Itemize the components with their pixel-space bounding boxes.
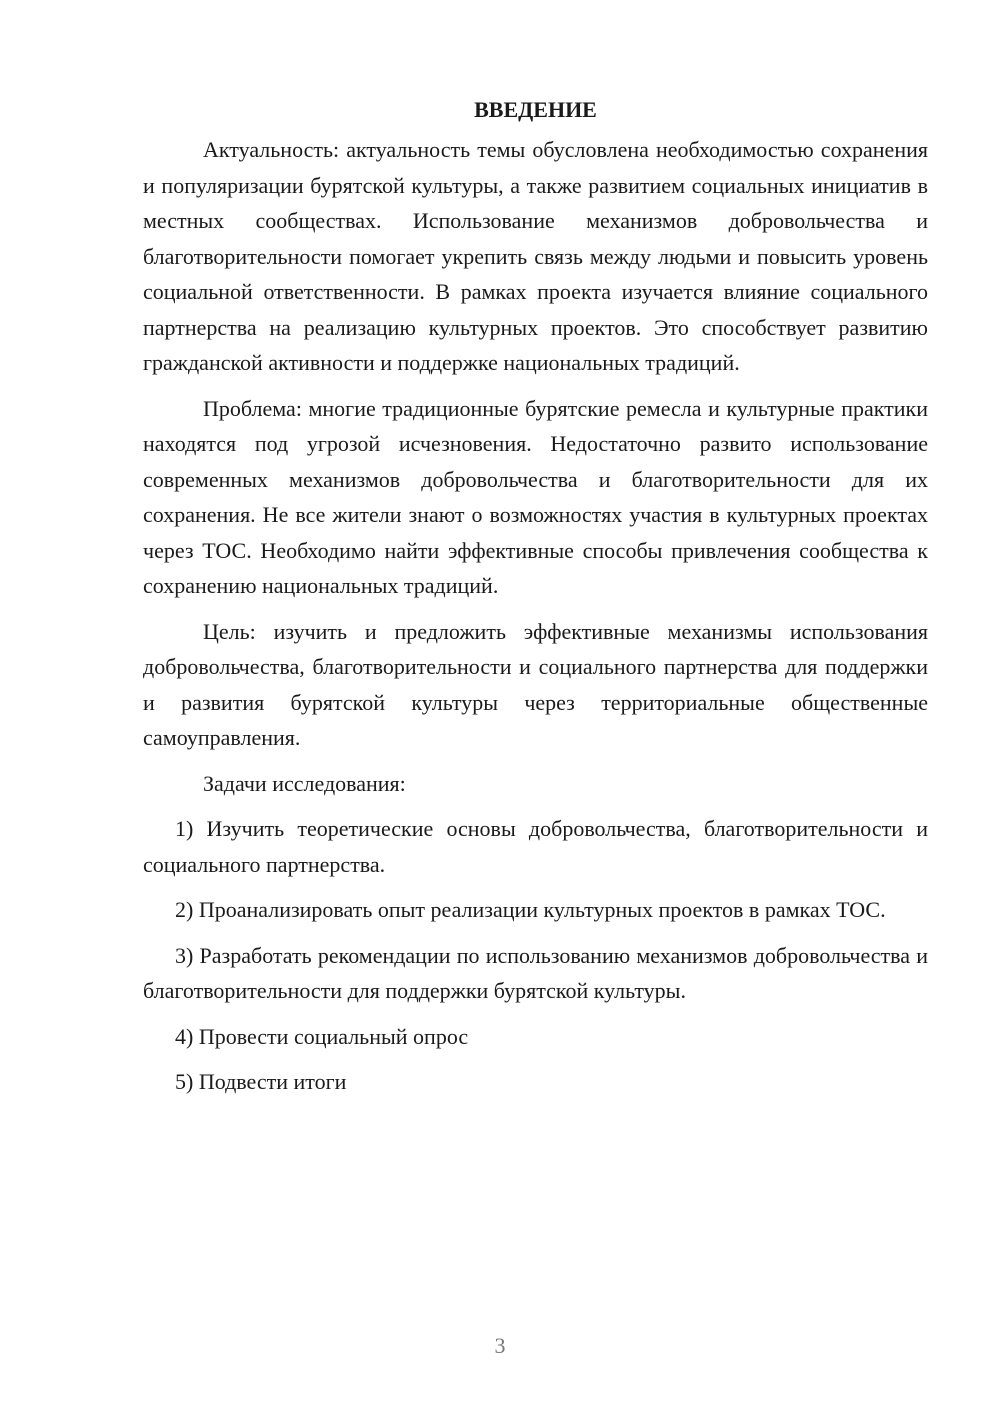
task-item: 1) Изучить теоретические основы добровольчества, благотворительности и социального партнерства.: [143, 816, 928, 877]
task-item: 2) Проанализировать опыт реализации культурных проектов в рамках ТОС.: [175, 897, 886, 922]
section-title: ВВЕДЕНИЕ: [474, 97, 597, 122]
task-item: 4) Провести социальный опрос: [175, 1023, 469, 1049]
document-page: [143, 92, 928, 1110]
task-item: 5) Подвести итоги: [175, 1069, 347, 1094]
paragraph-relevance: Актуальность: актуальность темы обусловлена необходимостью сохранения и популяризации бурятской культуры, а также развитием социальных инициатив в местных сообществах. Использование механизмов добровольчества и благотворительности помогает укрепить связь между людьми и повысить уровень социальной ответственности. В рамках проекта изучается влияние социального партнерства на реализацию культурных проектов. Это способствует развитию гражданской активности и поддержке национальных традиций.: [143, 137, 928, 375]
page-number: 3: [494, 1333, 506, 1358]
paragraph-goal: Цель: изучить и предложить эффективные механизмы использования добровольчества, благотворительности и социального партнерства для поддержки и развития бурятской культуры через территориальные общественные самоуправления.: [143, 618, 928, 750]
tasks-heading: Задачи исследования:: [203, 770, 406, 796]
paragraph-problem: Проблема: многие традиционные бурятские ремесла и культурные практики находятся под угрозой исчезновения. Недостаточно развито использование современных механизмов добровольчества и благотворительности для их сохранения. Не все жители знают о возможностях участия в культурных проектах через ТОС. Необходимо найти эффективные способы привлечения сообщества к сохранению национальных традиций.: [143, 395, 928, 598]
task-item: 3) Разработать рекомендации по использованию механизмов добровольчества и благотворительности для поддержки бурятской культуры.: [143, 942, 928, 1003]
